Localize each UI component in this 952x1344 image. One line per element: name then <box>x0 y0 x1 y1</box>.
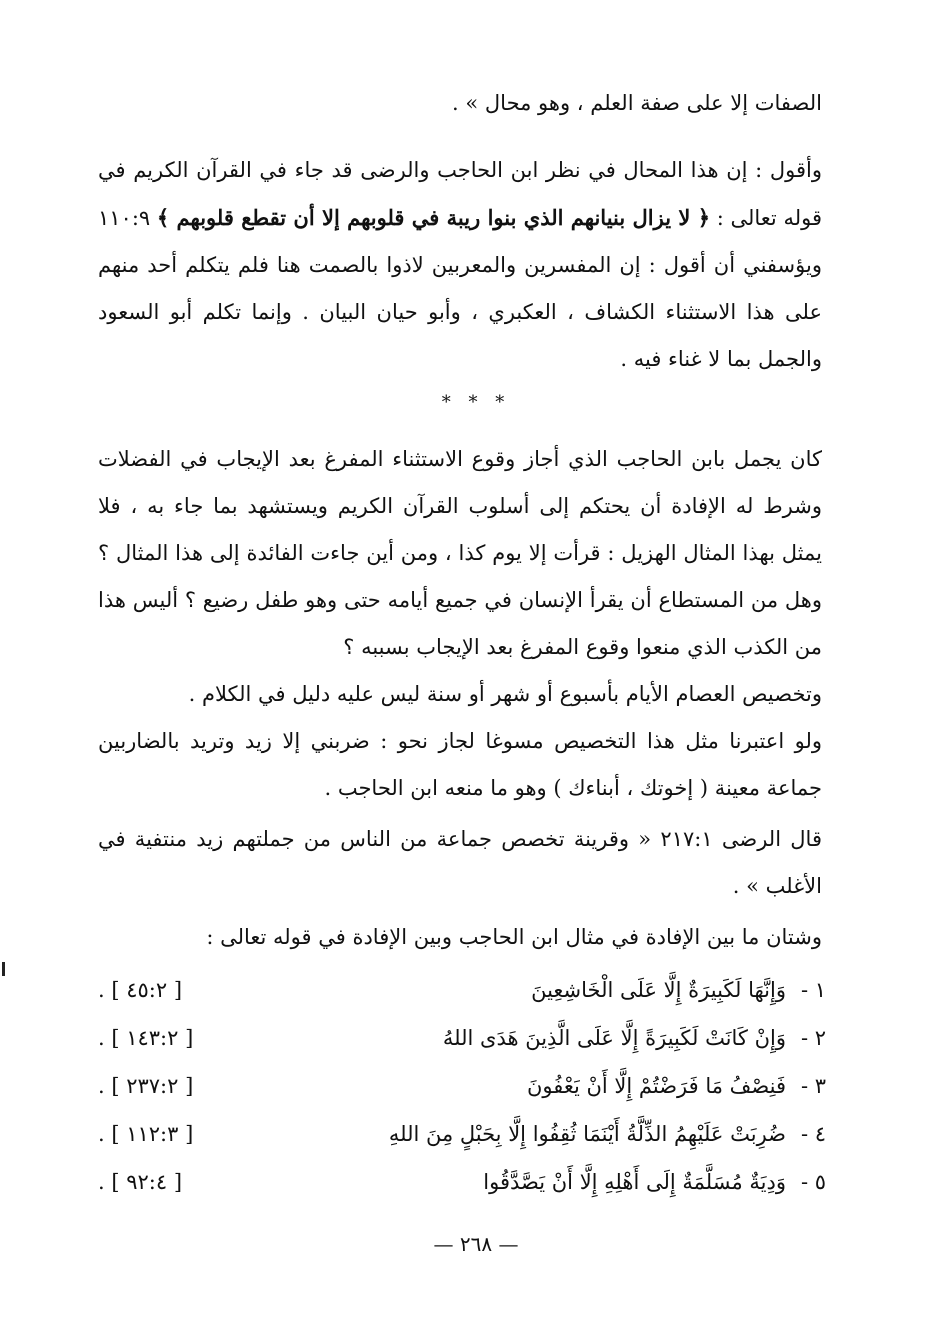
section-separator: * * * <box>441 392 511 413</box>
paragraph-text: وشتان ما بين الإفادة في مثال ابن الحاجب وبين الإفادة في قوله تعالى : <box>206 925 822 949</box>
quran-quote: ﴿ لا يزال بنيانهم الذي بنوا ريبة في قلوبهم إلا أن تقطع قلوبهم ﴾ <box>156 205 711 230</box>
verse-reference: . [ ١١٢:٣ ] <box>98 1122 194 1146</box>
verse-item <box>98 1018 826 1066</box>
verse-reference: . [ ٩٢:٤ ] <box>98 1170 183 1194</box>
verse-reference: . [ ٢٣٧:٢ ] <box>98 1074 194 1098</box>
verse-number: ٢ - <box>800 1026 826 1050</box>
verse-list <box>98 970 826 1210</box>
verse-item <box>98 970 826 1018</box>
paragraph-text: ١١٠:٩ ويؤسفني أن أقول : إن المفسرين والمعربين لاذوا بالصمت هنا فلم يتكلم أحد منهم على هذا الاستثناء الكشاف ، العكبري ، وأبو حيان البيان . وإنما تكلم أبو السعود والجمل بما لا غناء فيه . <box>98 206 822 371</box>
paragraph-continuation <box>98 80 822 127</box>
paragraph-text: قال الرضى ٢١٧:١ « وقرينة تخصص جماعة من الناس من جملتهم زيد منتفية في الأغلب » . <box>98 827 822 898</box>
verse-number: ٥ - <box>800 1170 826 1194</box>
verse-number: ٤ - <box>800 1122 826 1146</box>
paragraph-text: وأقول : إن هذا المحال في نظر ابن الحاجب والرضى قد جاء في القرآن الكريم في قوله تعالى : <box>98 158 822 230</box>
paragraph-text: وتخصيص العصام الأيام بأسبوع أو شهر أو سنة ليس عليه دليل في الكلام . <box>188 682 822 706</box>
verse-item <box>98 1066 826 1114</box>
verse-text: وَإِنَّهَا لَكَبِيرَةٌ إِلَّا عَلَى الْخَاشِعِينَ <box>531 978 786 1002</box>
paragraph-comparison <box>98 914 822 961</box>
verse-number: ٣ - <box>800 1074 826 1098</box>
verse-reference: . [ ٤٥:٢ ] <box>98 978 183 1002</box>
verse-reference: . [ ١٤٣:٢ ] <box>98 1026 194 1050</box>
paragraph-specification <box>98 718 822 812</box>
paragraph-text: كان يجمل بابن الحاجب الذي أجاز وقوع الاستثناء المفرغ بعد الإيجاب في الفضلات وشرط له الإفادة أن يحتكم إلى أسلوب القرآن الكريم ويستشهد بما جاء به ، فلا يمثل بهذا المثال الهزيل : قرأت إلا يوم كذا ، ومن أين جاءت الفائدة إلى هذا المثال ؟ وهل من المستطاع أن يقرأ الإنسان في جميع أيامه حتى وهو طفل رضيع ؟ أليس هذا من الكذب الذي منعوا وقوع المفرغ بعد الإيجاب بسببه ؟ <box>98 447 822 659</box>
paragraph-essam <box>98 671 822 718</box>
paragraph-critique <box>98 436 822 671</box>
verse-number: ١ - <box>800 978 826 1002</box>
verse-text: وَإِنْ كَانَتْ لَكَبِيرَةً إِلَّا عَلَى الَّذِينَ هَدَى اللهُ <box>442 1026 786 1050</box>
paragraph-text: ولو اعتبرنا مثل هذا التخصيص مسوغا لجاز نحو : ضربني إلا زيد وتريد بالضاربين جماعة معينة ( إخوتك ، أبناءك ) وهو ما منعه ابن الحاجب . <box>98 729 822 800</box>
verse-text: فَنِصْفُ مَا فَرَضْتُمْ إِلَّا أَنْ يَعْفُونَ <box>526 1074 786 1098</box>
verse-text: ضُرِبَتْ عَلَيْهِمُ الذِّلَّةُ أَيْنَمَا ثُقِفُوا إِلَّا بِحَبْلٍ مِنَ اللهِ <box>388 1122 786 1146</box>
paragraph-radi-quote <box>98 816 822 910</box>
verse-item <box>98 1114 826 1162</box>
verse-item <box>98 1162 826 1210</box>
paragraph-text: الصفات إلا على صفة العلم ، وهو محال » . <box>452 91 822 115</box>
page-number: — ٢٦٨ — <box>433 1232 519 1256</box>
verse-text: وَدِيَةٌ مُسَلَّمَةٌ إِلَى أَهْلِهِ إِلَّا أَنْ يَصَّدَّقُوا <box>483 1170 786 1194</box>
paragraph-author-remark <box>98 147 822 383</box>
margin-mark <box>2 962 5 976</box>
